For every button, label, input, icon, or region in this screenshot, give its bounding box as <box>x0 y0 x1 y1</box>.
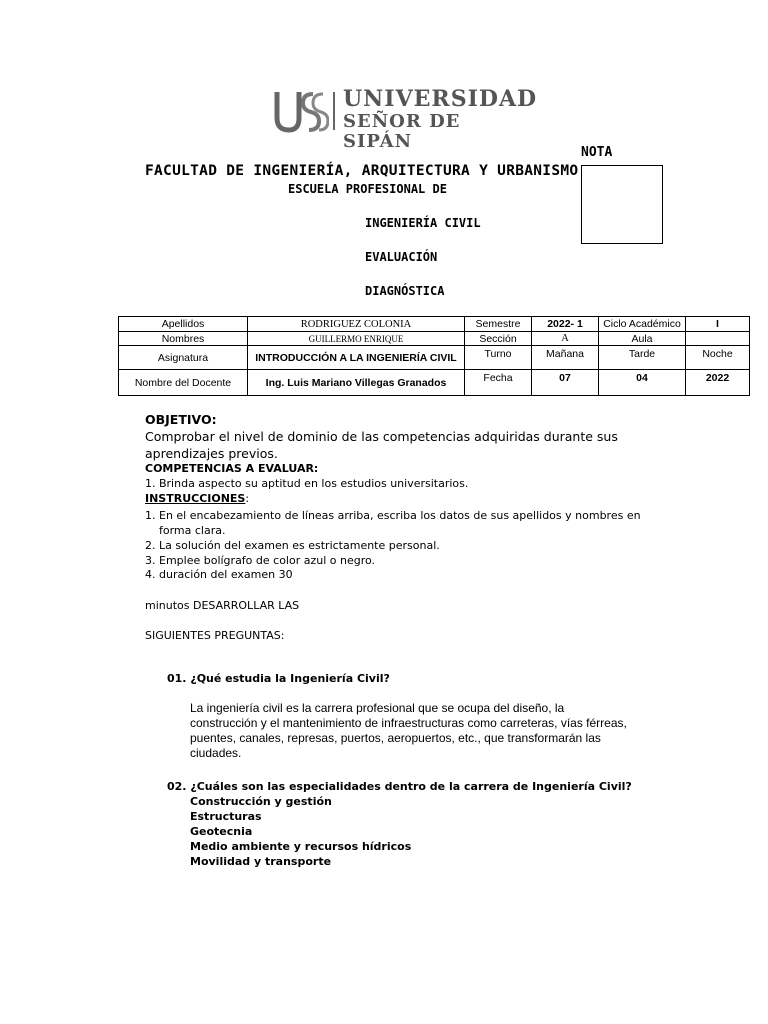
objetivo-text: Comprobar el nivel de dominio de las competencias adquiridas durante sus aprendizajes previos. <box>145 429 618 461</box>
list-item: Construcción y gestión <box>190 795 332 808</box>
nota-box <box>581 165 663 244</box>
siguientes-line: SIGUIENTES PREGUNTAS: <box>145 629 285 642</box>
list-item <box>145 538 665 553</box>
nombres-value: GUILLERMO ENRIQUE <box>248 332 465 346</box>
instrucciones-colon: : <box>245 492 250 505</box>
instruccion-4: 4. duración del examen 30 <box>145 568 293 581</box>
list-item-number: 3. <box>145 554 156 567</box>
evaluation-title: EVALUACIÓN <box>365 250 438 264</box>
aula-label: Aula <box>599 332 686 346</box>
career-title: INGENIERÍA CIVIL <box>365 216 481 230</box>
list-item-text: La solución del examen es estrictamente personal. <box>159 539 440 552</box>
logo-line2: SEÑOR DE SIPÁN <box>343 111 461 152</box>
seccion-label: Sección <box>465 332 532 346</box>
instrucciones-heading: INSTRUCCIONES <box>145 492 246 505</box>
logo-line1: UNIVERSIDAD <box>343 86 538 112</box>
competencias-title: COMPETENCIAS A EVALUAR: <box>145 462 319 475</box>
list-item: Movilidad y transporte <box>190 855 332 868</box>
seccion-value: A <box>532 332 599 346</box>
nota-label: NOTA <box>581 145 613 160</box>
list-item-text: Emplee bolígrafo de color azul o negro. <box>159 554 376 567</box>
asignatura-label: Asignatura <box>119 346 248 370</box>
docente-label: Nombre del Docente <box>119 370 248 396</box>
list-item: Estructuras <box>190 810 262 823</box>
diagnostic-title: DIAGNÓSTICA <box>365 284 445 298</box>
turno-tarde: Tarde <box>599 346 686 370</box>
list-item <box>145 553 665 568</box>
list-item <box>145 508 665 538</box>
turno-label: Turno <box>465 346 532 370</box>
list-item-number: 2. <box>145 539 156 552</box>
docente-value: Ing. Luis Mariano Villegas Granados <box>248 370 465 396</box>
semestre-label: Semestre <box>465 317 532 332</box>
question-1: 01. ¿Qué estudia la Ingeniería Civil? <box>167 672 390 685</box>
minutos-line: minutos DESARROLLAR LAS <box>145 599 300 612</box>
table-row <box>119 346 750 370</box>
apellidos-value: RODRIGUEZ COLONIA <box>248 317 465 332</box>
turno-noche: Noche <box>686 346 750 370</box>
question-2: 02. ¿Cuáles son las especialidades dentro de la carrera de Ingeniería Civil? <box>167 780 632 793</box>
answer-2-list <box>190 794 411 869</box>
uss-emblem-icon <box>273 88 329 134</box>
logo-divider <box>333 92 335 130</box>
university-logo <box>273 86 538 152</box>
fecha-mes: 04 <box>599 370 686 396</box>
ciclo-value: I <box>686 317 750 332</box>
faculty-title: FACULTAD DE INGENIERÍA, ARQUITECTURA Y URBANISMO <box>145 163 579 179</box>
competencia-item: 1. Brinda aspecto su aptitud en los estudios universitarios. <box>145 477 469 490</box>
list-item: Medio ambiente y recursos hídricos <box>190 840 412 853</box>
list-item-number: 1. <box>145 509 156 522</box>
fecha-anio: 2022 <box>686 370 750 396</box>
nombres-label: Nombres <box>119 332 248 346</box>
aula-value <box>686 332 750 346</box>
ciclo-label: Ciclo Académico <box>599 317 686 332</box>
answer-1: La ingeniería civil es la carrera profesional que se ocupa del diseño, la construcción y el mantenimiento de infraestructuras como carreteras, vías férreas, puentes, canales, represas, puertos, aeropuertos, etc., que transformarán las ciudades. <box>190 701 627 760</box>
table-row <box>119 332 750 346</box>
table-row <box>119 317 750 332</box>
fecha-label: Fecha <box>465 370 532 396</box>
objetivo-title: OBJETIVO: <box>145 412 217 427</box>
instrucciones-title <box>145 491 249 506</box>
fecha-dia: 07 <box>532 370 599 396</box>
turno-manana: Mañana <box>532 346 599 370</box>
semestre-value: 2022- 1 <box>532 317 599 332</box>
list-item-text: En el encabezamiento de líneas arriba, escriba los datos de sus apellidos y nombres en forma clara. <box>159 509 641 537</box>
student-info-table <box>118 316 750 396</box>
list-item: Geotecnia <box>190 825 253 838</box>
asignatura-value: INTRODUCCIÓN A LA INGENIERÍA CIVIL <box>248 346 465 370</box>
table-row <box>119 370 750 396</box>
instrucciones-list <box>145 508 665 568</box>
apellidos-label: Apellidos <box>119 317 248 332</box>
school-title: ESCUELA PROFESIONAL DE <box>288 182 447 196</box>
